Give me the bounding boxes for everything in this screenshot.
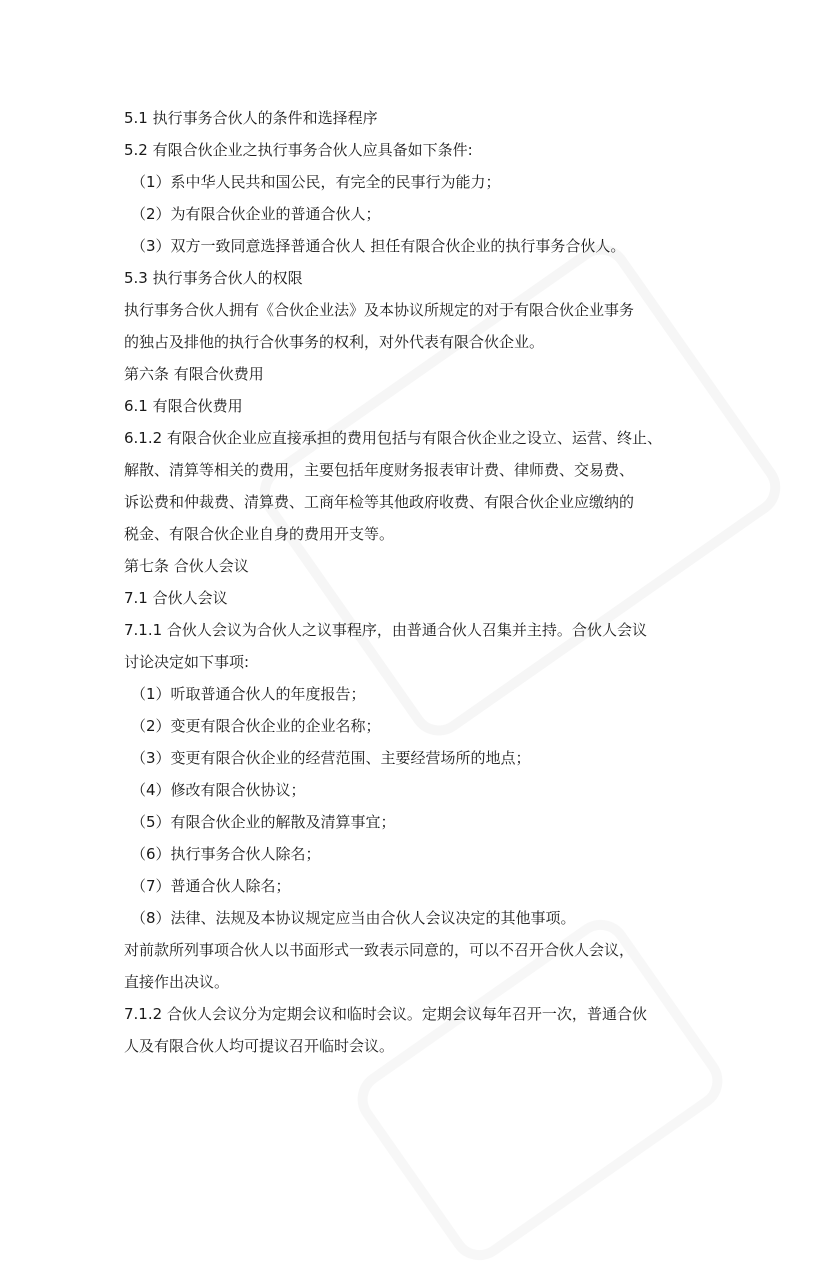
paragraph-line: 对前款所列事项合伙人以书面形式一致表示同意的，可以不召开合伙人会议， [124,941,635,959]
list-item: （3）变更有限合伙企业的经营范围、主要经营场所的地点； [131,749,531,767]
list-item: （2）变更有限合伙企业的企业名称； [131,717,381,735]
document-body [124,102,724,1062]
list-item: （2）为有限合伙企业的普通合伙人； [131,205,381,223]
list-item: （3）双方一致同意选择普通合伙人 担任有限合伙企业的执行事务合伙人。 [131,237,626,255]
list-item: （7）普通合伙人除名； [131,877,291,895]
section-heading: 第七条 合伙人会议 [124,557,249,575]
section-heading: 第六条 有限合伙费用 [124,365,264,383]
section-heading: 5.3 执行事务合伙人的权限 [124,269,303,287]
section-heading: 6.1 有限合伙费用 [124,397,243,415]
paragraph-line: 执行事务合伙人拥有《合伙企业法》及本协议所规定的对于有限合伙企业事务 [124,301,635,319]
paragraph-line: 直接作出决议。 [124,973,230,991]
paragraph-line: 的独占及排他的执行合伙事务的权利，对外代表有限合伙企业。 [124,333,545,351]
paragraph-line: 税金、有限合伙企业自身的费用开支等。 [124,525,395,543]
paragraph-line: 6.1.2 有限合伙企业应直接承担的费用包括与有限合伙企业之设立、运营、终止、 [124,429,662,447]
paragraph-line: 解散、清算等相关的费用，主要包括年度财务报表审计费、律师费、交易费、 [124,461,635,479]
list-item: （1）系中华人民共和国公民，有完全的民事行为能力； [131,173,501,191]
list-item: （6）执行事务合伙人除名； [131,845,321,863]
paragraph-line: 讨论决定如下事项: [124,653,250,671]
section-heading: 7.1 合伙人会议 [124,589,228,607]
paragraph-line: 诉讼费和仲裁费、清算费、工商年检等其他政府收费、有限合伙企业应缴纳的 [124,493,635,511]
list-item: （5）有限合伙企业的解散及清算事宜； [131,813,396,831]
list-item: （1）听取普通合伙人的年度报告； [131,685,366,703]
paragraph-line: 7.1.2 合伙人会议分为定期会议和临时会议。定期会议每年召开一次，普通合伙 [124,1005,647,1023]
paragraph-line: 人及有限合伙人均可提议召开临时会议。 [124,1037,395,1055]
paragraph-line: 7.1.1 合伙人会议为合伙人之议事程序，由普通合伙人召集并主持。合伙人会议 [124,621,647,639]
list-item: （8）法律、法规及本协议规定应当由合伙人会议决定的其他事项。 [131,909,576,927]
section-heading: 5.1 执行事务合伙人的条件和选择程序 [124,109,378,127]
list-item: （4）修改有限合伙协议； [131,781,306,799]
paragraph-line: 5.2 有限合伙企业之执行事务合伙人应具备如下条件: [124,141,473,159]
